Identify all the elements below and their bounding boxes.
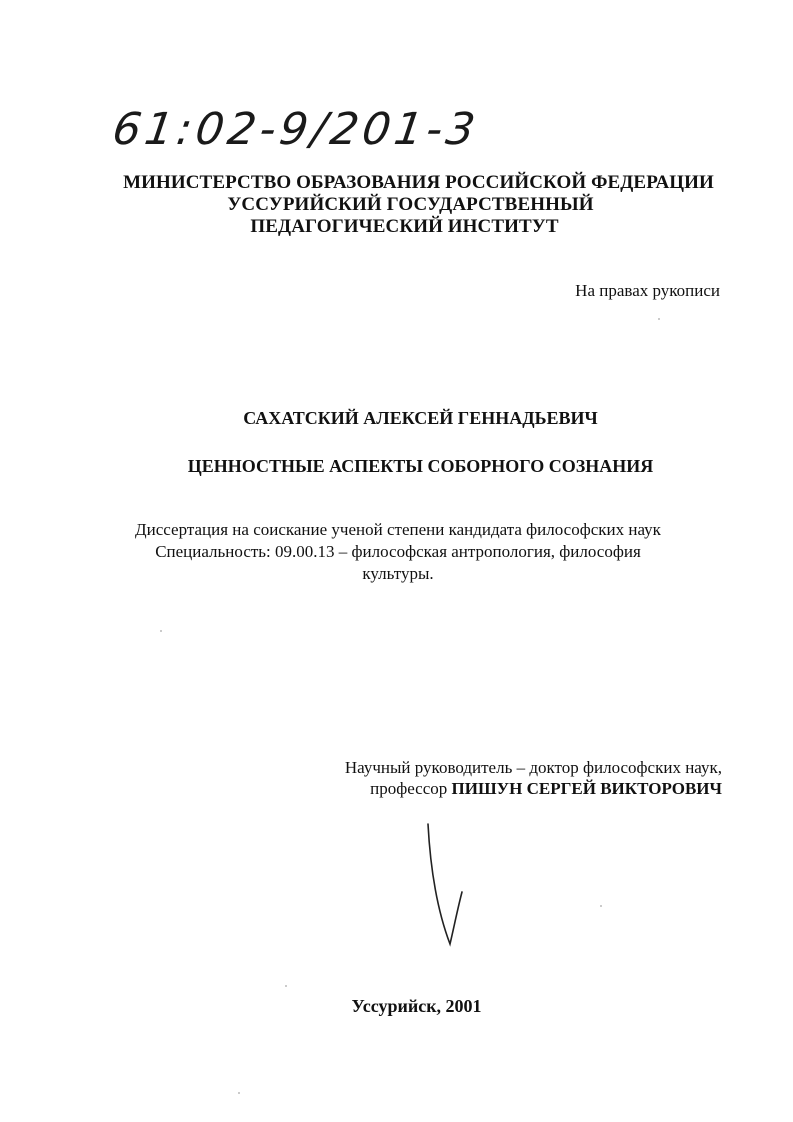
scan-speck (658, 318, 660, 320)
advisor-line-1: Научный руководитель – доктор философских наук, (344, 758, 722, 777)
city-and-year: Уссурийск, 2001 (351, 996, 482, 1016)
manuscript-rights-note: На правах рукописи (575, 281, 720, 300)
thesis-title: ЦЕННОСТНЫЕ АСПЕКТЫ СОБОРНОГО СОЗНАНИЯ (187, 456, 654, 476)
handwritten-archive-code: 61:02-9/201-3 (109, 104, 482, 155)
scan-speck (160, 630, 162, 632)
ministry-line-1: МИНИСТЕРСТВО ОБРАЗОВАНИЯ РОССИЙСКОЙ ФЕДЕРАЦИИ (123, 172, 714, 193)
scan-speck (600, 905, 602, 907)
description-line-3: культуры. (362, 564, 434, 583)
ministry-line-2: УССУРИЙСКИЙ ГОСУДАРСТВЕННЫЙ (227, 194, 594, 215)
signature-mark (420, 822, 480, 952)
author-name: САХАТСКИЙ АЛЕКСЕЙ ГЕННАДЬЕВИЧ (243, 408, 598, 428)
description-line-1: Диссертация на соискание ученой степени кандидата философских наук (135, 520, 661, 539)
scan-speck (285, 985, 287, 987)
advisor-name: ПИШУН СЕРГЕЙ ВИКТОРОВИЧ (451, 779, 722, 798)
advisor-prefix: профессор (370, 779, 448, 798)
advisor-line-2 (370, 778, 722, 800)
scan-speck (238, 1092, 240, 1094)
ministry-line-3: ПЕДАГОГИЧЕСКИЙ ИНСТИТУТ (250, 216, 559, 237)
description-line-2: Специальность: 09.00.13 – философская антропология, философия (155, 542, 641, 561)
